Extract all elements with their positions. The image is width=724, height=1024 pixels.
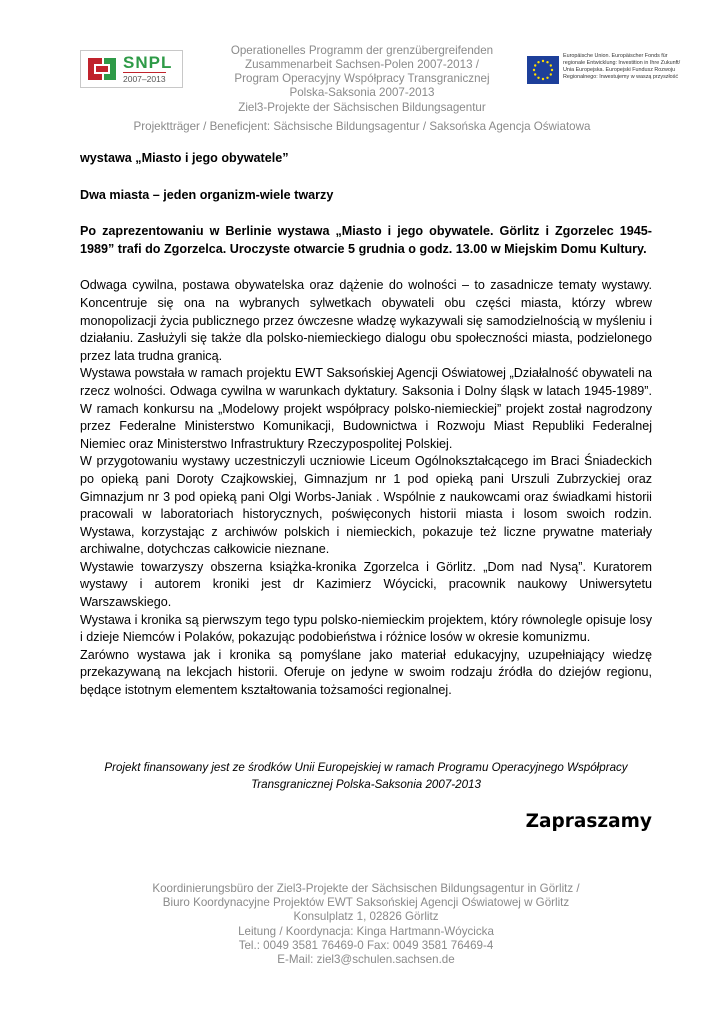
letterhead (0, 0, 724, 140)
program-title (196, 44, 528, 100)
body-text (80, 277, 652, 699)
body-paragraph: Wystawie towarzyszy obszerna książka-kronika Zgorzelca i Görlitz. „Dom nad Nysą”. Kuratorem wystawy i autorem kroniki jest dr Kazimierz Wóycicki, pracownik naukowy Uniwersytetu Warszawskiego. (80, 559, 652, 610)
snpl-logo-years: 2007–2013 (123, 74, 166, 84)
funding-line: Projekt finansowany jest ze środków Unii Europejskiej w ramach Programu Operacyjnego Współpracy (104, 761, 628, 774)
footer-address: Konsulplatz 1, 02826 Görlitz (293, 910, 439, 924)
body-paragraph: Zarówno wystawa jak i kronika są pomyślane jako materiał edukacyjny, uzupełniający wiedzę przekazywaną na lekcjach historii. Oferuje on jedyne w swoim rodzaju źródła do dziejów regionu, będące istotnym elementem kształtowania tożsamości regionalnej. (80, 647, 652, 698)
body-paragraph: W przygotowaniu wystawy uczestniczyli uczniowie Liceum Ogólnokształcącego im Braci Śniadeckich po opieką pani Doroty Czajkowskiej, Gimnazjum nr 1 pod opieką pani Urszuli Zubrzyckiej oraz Gimnazjum nr 3 pod opieką pani Olgi Worbs-Janiak . Wspólnie z naukowcami oraz świadkami historii pracowali w laboratoriach historycznych, poświęconych historii miasta i losom swoich rodzin. Wystawa, korzystając z archiwów polskich i niemieckich, pokazuje też liczne prywatne materiały archiwalne, dotychczas całkowicie nieznane. (80, 454, 652, 557)
footer-phone: Tel.: 0049 3581 76469-0 Fax: 0049 3581 76469-4 (238, 938, 494, 952)
footer-email: E-Mail: ziel3@schulen.sachsen.de (277, 953, 455, 967)
body-paragraph: Wystawa powstała w ramach projektu EWT Saksońskiej Agencji Oświatowej „Działalność obywateli na rzecz wolności. Odwaga cywilna w warunkach dyktatury. Saksonia i Dolny śląsk w latach 1945-1989”. W ramach konkursu na „Modelowy projekt współpracy polsko-niemieckiej” projekt został nagrodzony przez Federalne Ministerstwo Komunikacji, Budownictwa i Rozwoju Miast Republiki Federalnej Niemiec oraz Ministerstwo Infrastruktury Rzeczypospolitej Polskiej. (80, 366, 652, 451)
program-line: Operationelles Programm der grenzübergreifenden (230, 44, 494, 57)
header-sponsor: Projektträger / Beneficjent: Sächsische Bildungsagentur / Saksońska Agencja Oświatowa (133, 120, 591, 133)
footer-coordinator: Leitung / Koordynacja: Kinga Hartmann-Wóycicka (238, 924, 494, 938)
footer-line: Koordinierungsbüro der Ziel3-Projekte der Sächsischen Bildungsagentur in Görlitz / (152, 882, 580, 895)
eu-text-line: Unia Europejska. Europejski Fundusz Rozwoju (563, 67, 676, 73)
closing-invitation: Zapraszamy (525, 811, 652, 832)
snpl-logo (80, 50, 183, 88)
eu-text-line: regionale Entwicklung: Investition in Ihre Zukunft/ (563, 60, 681, 66)
exhibition-subtitle: Dwa miasta – jeden organizm-wiele twarzy (80, 187, 334, 202)
footer-contact (100, 882, 632, 967)
exhibition-subject: wystawa „Miasto i jego obywatele” (80, 151, 289, 165)
program-line: Program Operacyjny Współpracy Transgranicznej (234, 72, 490, 85)
eu-flag-icon (527, 56, 559, 84)
eu-funding-caption (563, 53, 703, 81)
body-paragraph: Odwaga cywilna, postawa obywatelska oraz dążenie do wolności – to zasadnicze tematy wystawy. Koncentruje się ona na wybranych sylwetkach obywateli obu części miasta, którzy wbrew monopolizacji życia publicznego przez ówczesne władzę wykazywali się samodzielnością w myśleniu i działaniu. Zasłużyli się także dla polsko-niemieckiego dialogu obu społeczności miasta, podzielonego przez lata trudna granicą. (80, 278, 652, 363)
snpl-emblem-icon (84, 54, 120, 84)
eu-text-line: Europäische Union. Europäischer Fonds für (563, 53, 668, 59)
footer-line: Biuro Koordynacyjne Projektów EWT Saksońskiej Agencji Oświatowej w Görlitz (162, 896, 570, 910)
lead-paragraph: Po zaprezentowaniu w Berlinie wystawa „Miasto i jego obywatele. Görlitz i Zgorzelec 1945-1989” trafi do Zgorzelca. Uroczyste otwarcie 5 grudnia o godz. 13.00 w Miejskim Domu Kultury. (80, 224, 652, 256)
press-release-body (80, 150, 652, 700)
funding-note (80, 759, 652, 793)
snpl-logo-name: SNPL (123, 53, 173, 72)
funding-line: Transgranicznej Polska-Saksonia 2007-2013 (251, 778, 481, 791)
header-subtitle: Ziel3-Projekte der Sächsischen Bildungsagentur (238, 101, 486, 114)
program-line: Polska-Saksonia 2007-2013 (289, 86, 435, 99)
eu-text-line: Regionalnego: Inwestujemy w waszą przyszłość (563, 74, 679, 80)
program-line: Zusammenarbeit Sachsen-Polen 2007-2013 / (245, 58, 479, 71)
body-paragraph: Wystawa i kronika są pierwszym tego typu polsko-niemieckim projektem, który równolegle opisuje losy i dzieje Niemców i Polaków, pokazując podobieństwa i różnice losów w okresie komunizmu. (80, 612, 652, 645)
